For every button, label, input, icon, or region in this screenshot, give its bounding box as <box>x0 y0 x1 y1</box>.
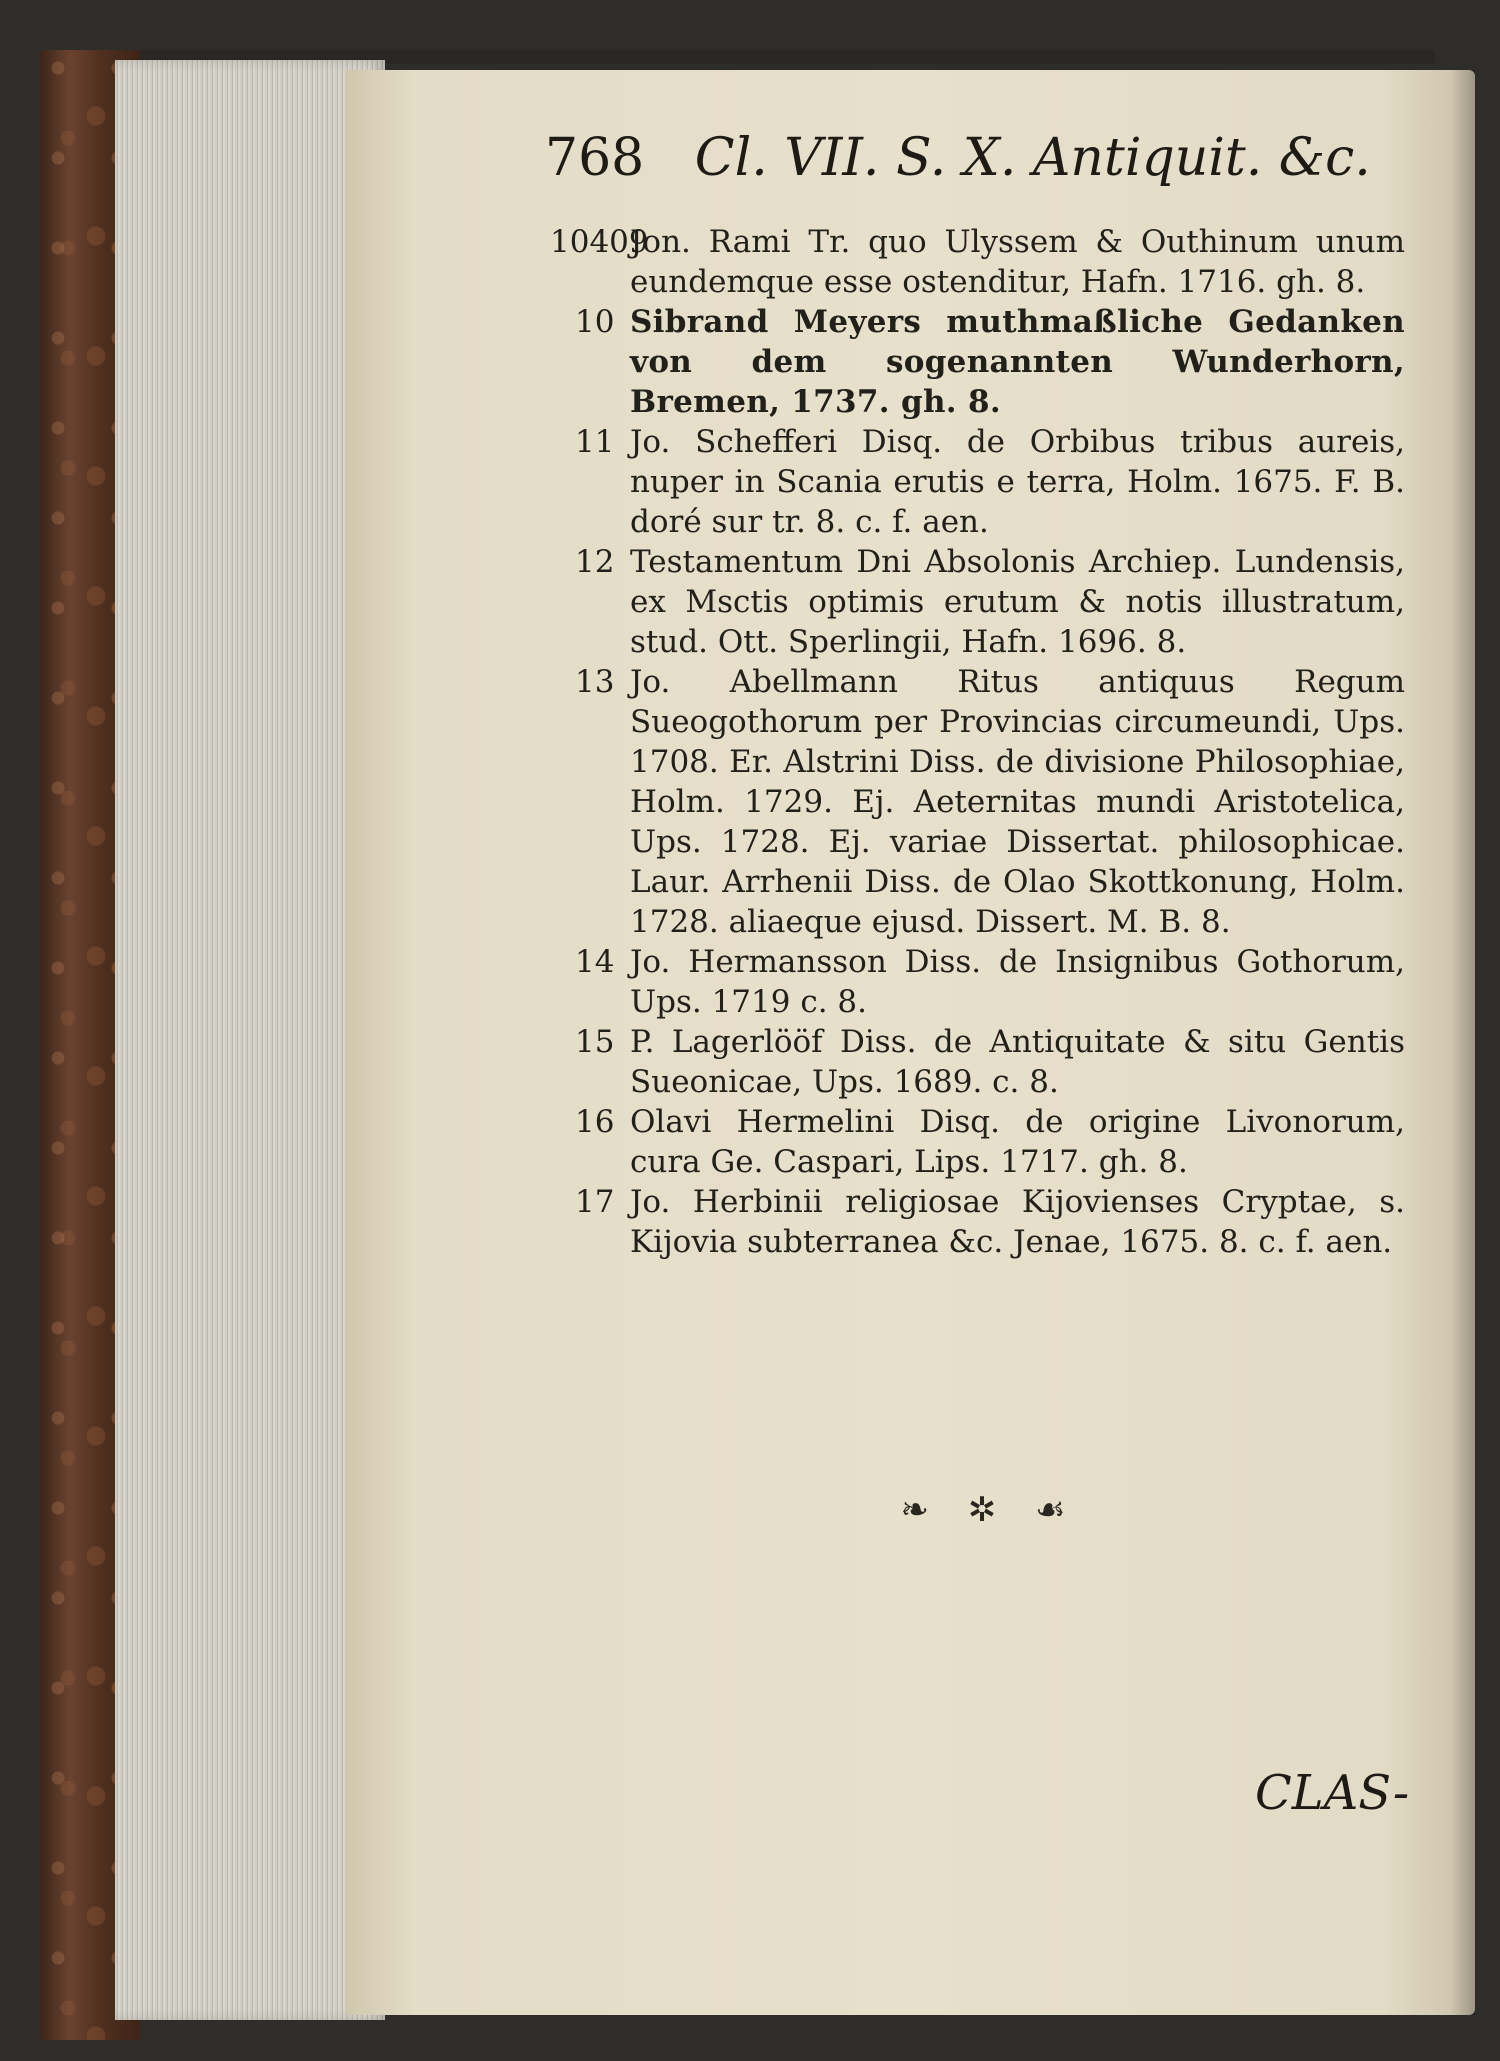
printers-ornament: ❧ ✲ ☙ <box>900 1490 1080 1530</box>
entry-number: 17 <box>575 1184 615 1220</box>
entry-text: Jo. Schefferi Disq. de Orbibus tribus aureis, nuper in Scania erutis e terra, Holm. 1675. F. B. doré sur tr. 8. c. f. aen. <box>630 424 1405 540</box>
entry-text: P. Lagerlööf Diss. de Antiquitate & situ Gentis Sueonicae, Ups. 1689. c. 8. <box>630 1024 1405 1100</box>
entry-number: 11 <box>575 424 615 460</box>
entry-text: Testamentum Dni Absolonis Archiep. Lundensis, ex Msctis optimis erutum & notis illustratum, stud. Ott. Sperlingii, Hafn. 1696. 8. <box>630 544 1405 660</box>
entry-text: Jo. Herbinii religiosae Kijovienses Cryptae, s. Kijovia subterranea &c. Jenae, 1675. 8. c. f. aen. <box>630 1184 1405 1260</box>
entry-number: 14 <box>575 944 615 980</box>
entry-text: Jon. Rami Tr. quo Ulyssem & Outhinum unum eundemque esse ostenditur, Hafn. 1716. gh. 8. <box>630 224 1405 300</box>
entry-number: 15 <box>575 1024 615 1060</box>
page-number: 768 <box>545 128 645 188</box>
entry-text: Jo. Hermansson Diss. de Insignibus Gothorum, Ups. 1719 c. 8. <box>630 944 1405 1020</box>
catchword: CLAS- <box>1255 1765 1410 1821</box>
catalog-entry <box>575 1102 1405 1182</box>
entry-text: Jo. Abellmann Ritus antiquus Regum Sueogothorum per Provincias circumeundi, Ups. 1708. Er. Alstrini Diss. de divisione Philosophiae, Holm. 1729. Ej. Aeternitas mundi Aristotelica, Ups. 1728. Ej. variae Dissertat. philosophicae. Laur. Arrhenii Diss. de Olao Skottkonung, Holm. 1728. aliaeque ejusd. Dissert. M. B. 8. <box>630 664 1405 940</box>
page-gutter-shadow <box>1450 70 1475 2015</box>
entry-number: 16 <box>575 1104 615 1140</box>
running-header <box>545 128 1371 188</box>
catalog-entry <box>575 942 1405 1022</box>
catalog-entry <box>575 302 1405 422</box>
entry-text: Sibrand Meyers muthmaßliche Gedanken von dem sogenannten Wunderhorn, Bremen, 1737. gh. 8. <box>630 304 1405 420</box>
running-title: Cl. VII. S. X. Antiquit. &c. <box>694 128 1371 188</box>
entry-number: 10409 <box>550 224 649 260</box>
catalog-entry <box>550 222 1405 302</box>
catalog-entry <box>575 422 1405 542</box>
catalog-entry <box>575 1022 1405 1102</box>
entry-text: Olavi Hermelini Disq. de origine Livonorum, cura Ge. Caspari, Lips. 1717. gh. 8. <box>630 1104 1405 1180</box>
entry-number: 12 <box>575 544 615 580</box>
catalog-entry <box>575 542 1405 662</box>
catalog-entry <box>575 662 1405 942</box>
catalog-entries <box>550 222 1405 1262</box>
catalog-entry <box>575 1182 1405 1262</box>
entry-number: 10 <box>575 304 615 340</box>
entry-number: 13 <box>575 664 615 700</box>
